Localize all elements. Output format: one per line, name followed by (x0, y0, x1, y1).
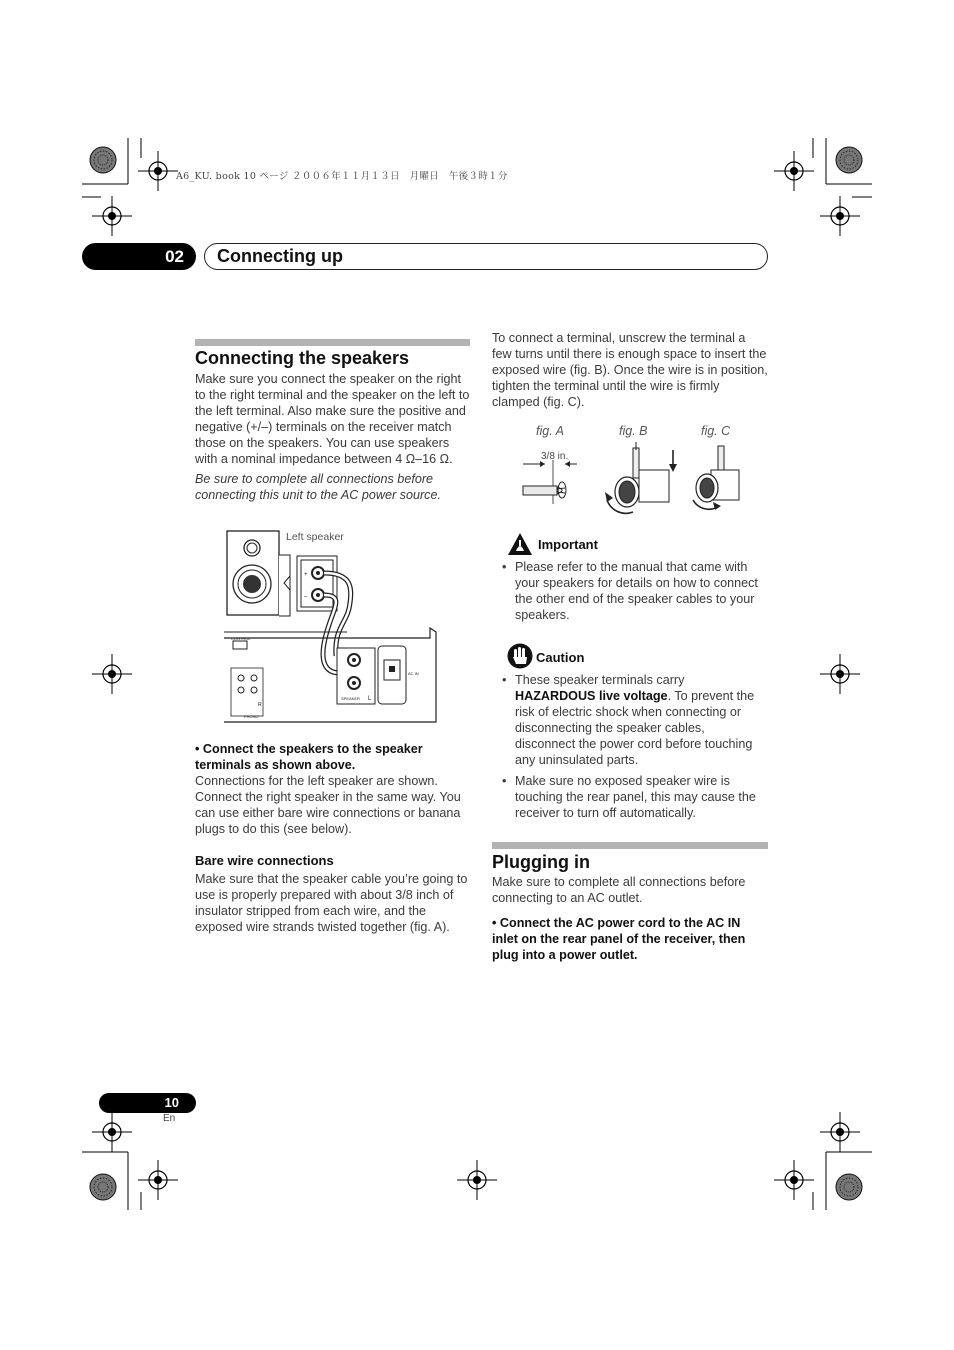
section-title-plugging: Plugging in (492, 852, 590, 872)
section-rule-2 (492, 842, 768, 849)
diagram-label-phono: PHONO (244, 714, 259, 719)
measure-label: 3/8 in. (541, 451, 569, 462)
plugging-block (492, 874, 768, 963)
diagram-label-control: CONTROL (231, 636, 251, 641)
caution-item-1-pre: These speaker terminals carry (515, 673, 685, 687)
caution-item-1 (492, 672, 768, 768)
page-language: En (163, 1113, 176, 1124)
chapter-title: Connecting up (204, 243, 768, 270)
bare-wire-body: Make sure that the speaker cable you’re going to use is properly prepared with about 3/8 inch of insulator stripped from each wire, and the exposed wire strands twisted together (fig. A). (195, 872, 468, 934)
speaker-connection-diagram (222, 528, 444, 728)
chapter-number: 02 (82, 243, 196, 270)
caution-title: Caution (536, 650, 585, 665)
diagram-label-acin: AC IN (408, 671, 419, 676)
caution-item-1-bold: HAZARDOUS live voltage (515, 689, 668, 703)
step-connect-speakers-body: Connections for the left speaker are shown. Connect the right speaker in the same way. You can use either bare wire connections or banana plugs to do this (see below). (195, 774, 461, 836)
step-connect-speakers: • Connect the speakers to the speaker terminals as shown above. (195, 742, 423, 772)
important-icon (507, 532, 533, 556)
svg-text:+: + (304, 572, 308, 578)
fig-c-label: fig. C (701, 424, 731, 438)
diagram-label-l: L (368, 696, 372, 702)
plugging-step: • Connect the AC power cord to the AC IN inlet on the rear panel of the receiver, then plug into a power outlet. (492, 916, 746, 962)
caution-item-1-post: . To prevent the risk of electric shock when connecting or disconnecting the speaker cables, disconnect the power cord before touching any uninsulated parts. (515, 689, 755, 767)
section-rule (195, 339, 470, 346)
caution-item-2: • Make sure no exposed speaker wire is touching the rear panel, this may cause the receiver to turn off automatically. (492, 773, 768, 821)
svg-text:–: – (304, 594, 308, 600)
important-title: Important (538, 537, 598, 552)
diagram-label-r: R (258, 702, 262, 708)
page-number: 10 (99, 1093, 196, 1113)
plugging-body: Make sure to complete all connections before connecting to an AC outlet. (492, 875, 746, 905)
caution-list (492, 672, 768, 826)
fig-b-label: fig. B (619, 424, 648, 438)
fig-a-label: fig. A (536, 424, 565, 438)
speakers-intro-block (195, 371, 471, 503)
caution-hand-icon (507, 642, 533, 670)
left-speaker-label: Left speaker (286, 531, 344, 543)
speakers-note: Be sure to complete all connections before connecting this unit to the AC power source. (195, 472, 441, 502)
terminal-text: To connect a terminal, unscrew the terminal a few turns until there is enough space to insert the exposed wire (fig. B). Once the wire is in position, tighten the terminal until the wire is firmly clamped (fig. C). (492, 331, 768, 409)
section-title-speakers: Connecting the speakers (195, 348, 410, 368)
diagram-label-speaker: SPEAKER (341, 696, 360, 701)
speakers-intro: Make sure you connect the speaker on the right to the right terminal and the speaker on the left to the left terminal. Also make sure the positive and negative (+/–) terminals on the receiver match those on the speakers. You can use speakers with a nominal impedance between 4 Ω–16 Ω. (195, 372, 470, 466)
important-list (492, 559, 768, 628)
file-info: A6_KU. book 10 ページ ２００６年１１月１３日 月曜日 午後３時１分 (176, 171, 508, 182)
bare-wire-title: Bare wire connections (195, 853, 334, 868)
step-block (195, 741, 471, 837)
important-item: • Please refer to the manual that came with your speakers for details on how to connect the other end of the speaker cables to your speakers. (492, 559, 768, 623)
terminal-figures (515, 440, 755, 516)
